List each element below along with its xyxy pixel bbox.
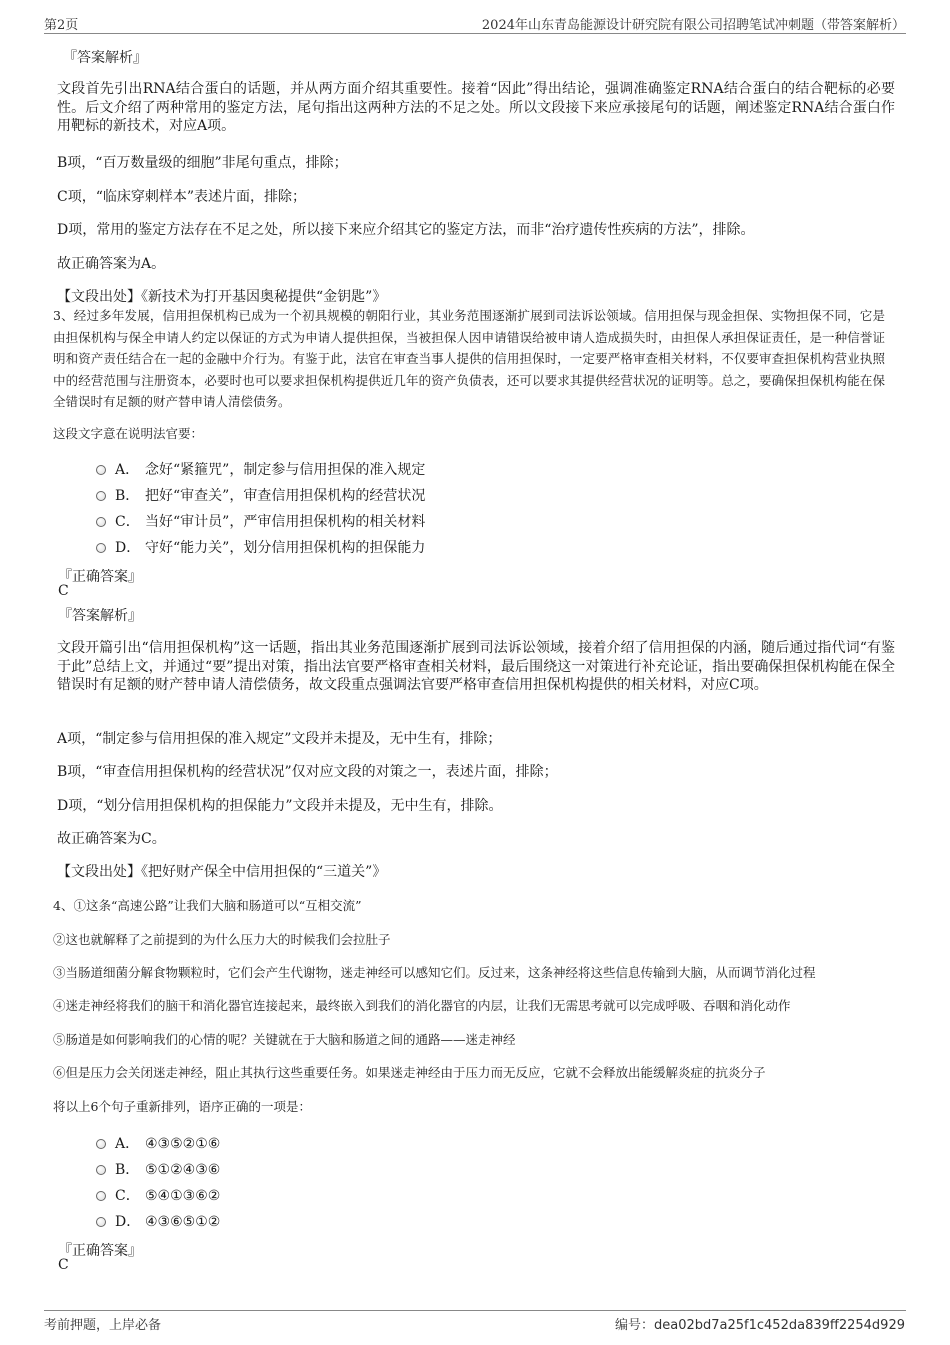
q4-option-c[interactable]: C． ⑤④①③⑥② [96, 1185, 220, 1205]
q3-analysis-text: 文段开篇引出“信用担保机构”这一话题，指出其业务范围逐渐扩展到司法诉讼领域，接着介绍了信用担保的内涵，随后通过指代词“有鉴于此”总结上文，并通过“要”提出对策，指出法官要严格审查相关材料，最后围绕这一对策进行补充论证，指出要确保担保机构能在保全错误时有足额的财产替申请人清偿债务，故文段重点强调法官要严格审查信用担保机构提供的相关材料，对应C项。 [57, 640, 895, 693]
q2-note-b: B项，“百万数量级的细胞”非尾句重点，排除； [57, 155, 348, 171]
q4-option-d[interactable]: D． ④③⑥⑤①② [96, 1211, 220, 1231]
q2-note-d: D项，常用的鉴定方法存在不足之处，所以接下来应介绍其它的鉴定方法，而非“治疗遗传性疾病的方法”，排除。 [57, 222, 755, 238]
q2-analysis-label: 『答案解析』 [63, 50, 147, 66]
radio-icon[interactable] [96, 543, 106, 553]
page-number: 第2页 [44, 18, 79, 33]
q4-sentence-1: 4、①这条“高速公路”让我们大脑和肠道可以“互相交流” [53, 898, 362, 913]
footer-rule [44, 1310, 906, 1311]
radio-icon[interactable] [96, 1191, 106, 1201]
radio-icon[interactable] [96, 491, 106, 501]
q3-analysis-label: 『答案解析』 [58, 608, 142, 624]
q4-sentence-5: ⑤肠道是如何影响我们的心情的呢？关键就在于大脑和肠道之间的通路——迷走神经 [53, 1032, 516, 1047]
q4-option-b[interactable]: B． ⑤①②④③⑥ [96, 1159, 220, 1179]
q3-stem: 3、经过多年发展，信用担保机构已成为一个初具规模的朝阳行业，其业务范围逐渐扩展到司法诉讼领域。信用担保与现金担保、实物担保不同，它是由担保机构与保全申请人约定以保证的方式为申请人提供担保，当被担保人因申请错误给被申请人造成损失时，由担保人承担保证责任，是一种信誉证明和资产责任结合在一起的金融中介行为。有鉴于此，法官在审查当事人提供的信用担保时，一定要严格审查相关材料，不仅要审查担保机构营业执照中的经营范围与注册资本，必要时也可以要求担保机构提供近几年的资产负债表，还可以要求其提供经营状况的证明等。总之，要确保担保机构能在保全错误时有足额的财产替申请人清偿债务。 [53, 308, 885, 410]
q4-correct-answer: C [58, 1257, 69, 1273]
footer-id-value: dea02bd7a25f1c452da839ff2254d929 [654, 1318, 905, 1333]
radio-icon[interactable] [96, 517, 106, 527]
q4-sentence-4: ④迷走神经将我们的脑干和消化器官连接起来，最终嵌入到我们的消化器官的内层，让我们无需思考就可以完成呼吸、吞咽和消化动作 [53, 998, 791, 1013]
q3-question: 这段文字意在说明法官要： [53, 426, 204, 441]
q2-note-c: C项，“临床穿刺样本”表述片面，排除； [57, 189, 307, 205]
q3-correct-answer: C [58, 583, 69, 599]
q4-sentence-2: ②这也就解释了之前提到的为什么压力大的时候我们会拉肚子 [53, 932, 391, 947]
q4-sentence-6: ⑥但是压力会关闭迷走神经，阻止其执行这些重要任务。如果迷走神经由于压力而无反应，它就不会释放出能缓解炎症的抗炎分子 [53, 1065, 766, 1080]
q3-option-c[interactable]: C． 当好“审计员”，严审信用担保机构的相关材料 [96, 511, 425, 531]
header-rule [44, 33, 906, 34]
q3-conclusion: 故正确答案为C。 [57, 831, 166, 847]
radio-icon[interactable] [96, 465, 106, 475]
q4-correct-label: 『正确答案』 [58, 1243, 142, 1259]
q3-option-b[interactable]: B． 把好“审查关”，审查信用担保机构的经营状况 [96, 485, 425, 505]
q3-note-a: A项，“制定参与信用担保的准入规定”文段并未提及，无中生有，排除； [57, 731, 502, 747]
document-title: 2024年山东青岛能源设计研究院有限公司招聘笔试冲刺题（带答案解析） [481, 18, 905, 33]
q3-note-d: D项，“划分信用担保机构的担保能力”文段并未提及，无中生有，排除。 [57, 798, 503, 814]
radio-icon[interactable] [96, 1139, 106, 1149]
q4-option-a[interactable]: A． ④③⑤②①⑥ [96, 1133, 220, 1153]
q3-correct-label: 『正确答案』 [58, 569, 142, 585]
q3-source: 【文段出处】《把好财产保全中信用担保的“三道关”》 [57, 864, 387, 880]
q2-analysis-text: 文段首先引出RNA结合蛋白的话题，并从两方面介绍其重要性。接着“因此”得出结论，强调准确鉴定RNA结合蛋白的结合靶标的必要性。后文介绍了两种常用的鉴定方法，尾句指出这两种方法的不足之处。所以文段接下来应承接尾句的话题，阐述鉴定RNA结合蛋白作用靶标的新技术，对应A项。 [57, 81, 895, 134]
radio-icon[interactable] [96, 1217, 106, 1227]
q2-conclusion: 故正确答案为A。 [57, 256, 166, 272]
q3-note-b: B项，“审查信用担保机构的经营状况”仅对应文段的对策之一，表述片面，排除； [57, 764, 558, 780]
radio-icon[interactable] [96, 1165, 106, 1175]
footer-slogan: 考前押题，上岸必备 [44, 1318, 162, 1333]
footer-id [615, 1314, 905, 1333]
q3-option-d[interactable]: D． 守好“能力关”，划分信用担保机构的担保能力 [96, 537, 425, 557]
q4-sentence-3: ③当肠道细菌分解食物颗粒时，它们会产生代谢物，迷走神经可以感知它们。反过来，这条神经将这些信息传输到大脑，从而调节消化过程 [53, 965, 816, 980]
footer-id-label: 编号： [614, 1318, 654, 1333]
q2-source: 【文段出处】《新技术为打开基因奥秘提供“金钥匙”》 [57, 289, 387, 305]
q4-question: 将以上6个句子重新排列，语序正确的一项是： [53, 1099, 311, 1114]
q3-option-a[interactable]: A． 念好“紧箍咒”，制定参与信用担保的准入规定 [96, 459, 425, 479]
